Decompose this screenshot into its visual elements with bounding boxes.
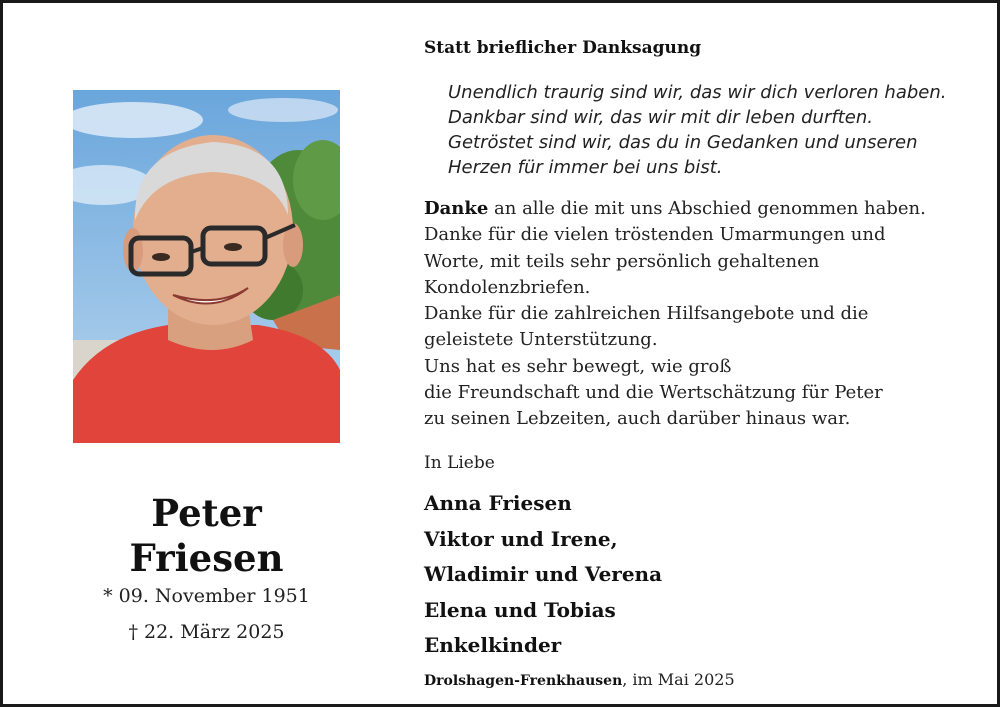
family-member: Anna Friesen xyxy=(424,491,572,515)
thanks-line: geleistete Unterstützung. xyxy=(424,329,658,351)
portrait-illustration xyxy=(73,90,340,443)
thanks-line: die Freundschaft und die Wertschätzung für Peter xyxy=(424,382,883,404)
thanks-line: Uns hat es sehr bewegt, wie groß xyxy=(424,355,732,377)
place-date-footer xyxy=(424,670,735,689)
notice-heading: Statt brieflicher Danksagung xyxy=(424,38,702,58)
portrait-photo xyxy=(73,90,340,443)
thanks-lead-rest: an alle die mit uns Abschied genommen haben. xyxy=(488,198,926,219)
footer-place: Drolshagen-Frenkhausen xyxy=(424,673,623,689)
thanks-line: Kondolenzbriefen. xyxy=(424,276,591,298)
poem-line: Getröstet sind wir, das du in Gedanken und unseren xyxy=(448,132,918,153)
thanks-line: Danke für die zahlreichen Hilfsangebote und die xyxy=(424,303,869,325)
deceased-last-name: Friesen xyxy=(129,536,284,580)
family-member: Enkelkinder xyxy=(424,633,562,657)
thanks-lead-word: Danke xyxy=(424,198,489,219)
footer-date: , im Mai 2025 xyxy=(622,670,735,689)
death-date: † 22. März 2025 xyxy=(128,621,285,643)
family-member: Wladimir und Verena xyxy=(424,562,663,586)
deceased-first-name: Peter xyxy=(151,491,262,535)
thanks-text xyxy=(424,196,984,433)
poem xyxy=(448,80,988,180)
poem-line: Unendlich traurig sind wir, das wir dich verloren haben. xyxy=(448,82,947,103)
thanks-line: Danke für die vielen tröstenden Umarmungen und xyxy=(424,224,886,246)
family-member: Viktor und Irene, xyxy=(424,526,618,551)
poem-line: Dankbar sind wir, das wir mit dir leben durften. xyxy=(448,107,873,128)
thanks-line: Worte, mit teils sehr persönlich gehaltenen xyxy=(424,250,820,272)
thanks-lead-line xyxy=(424,196,984,222)
birth-date: * 09. November 1951 xyxy=(103,585,310,607)
thanks-line: zu seinen Lebzeiten, auch darüber hinaus war. xyxy=(424,408,851,430)
poem-line: Herzen für immer bei uns bist. xyxy=(448,157,723,178)
family-member: Elena und Tobias xyxy=(424,597,616,622)
closing-phrase: In Liebe xyxy=(424,453,495,473)
family-list xyxy=(424,486,662,664)
